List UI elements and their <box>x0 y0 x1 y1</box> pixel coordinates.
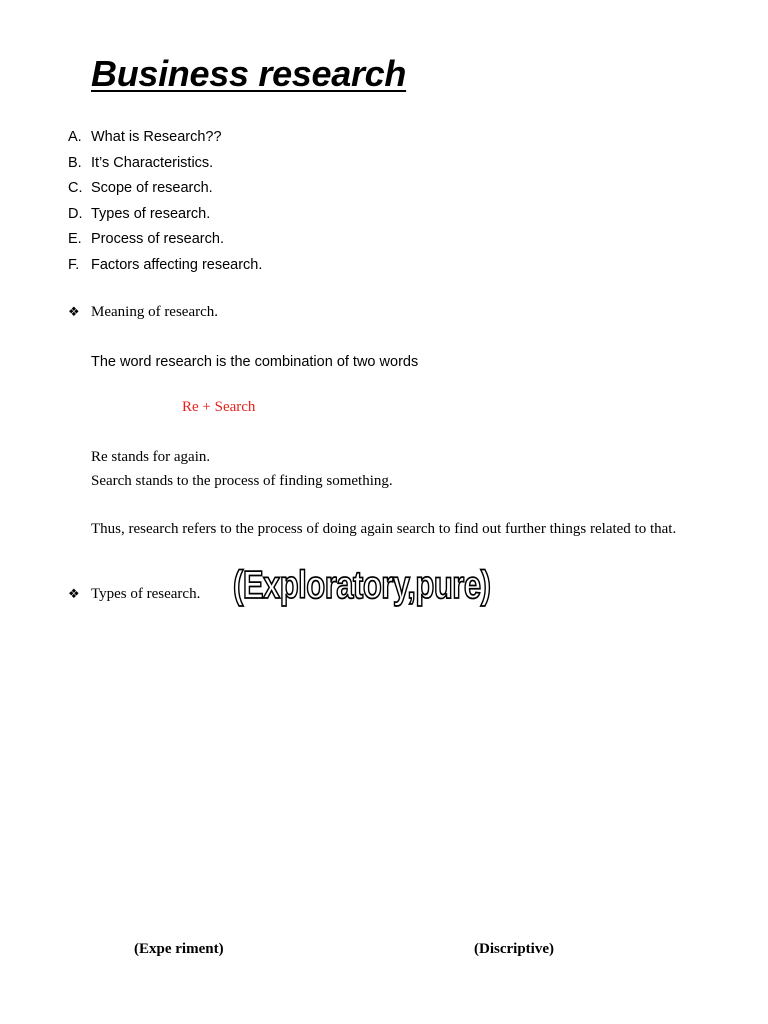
outline-text: Factors affecting research. <box>91 256 263 273</box>
outline-text: Types of research. <box>91 205 211 222</box>
outline-letter: B. <box>68 154 82 171</box>
experiment-label: (Expe riment) <box>134 941 224 957</box>
outline-text: Scope of research. <box>91 180 213 197</box>
diamond-bullet-icon: ❖ <box>68 587 80 602</box>
outline-item <box>68 253 262 279</box>
outline-item <box>68 125 262 151</box>
types-heading-text: Types of research. <box>91 586 201 602</box>
diamond-bullet-icon: ❖ <box>68 305 80 320</box>
outline-item <box>68 176 262 202</box>
combination-paragraph: The word research is the combination of two words <box>91 354 419 370</box>
outline-item <box>68 151 262 177</box>
conclusion-paragraph: Thus, research refers to the process of doing again search to find out further things related to that. <box>91 521 677 537</box>
outline-letter: A. <box>68 129 82 145</box>
meaning-heading <box>68 304 218 321</box>
outline-text: It’s Characteristics. <box>91 154 214 171</box>
outline-text: What is Research?? <box>91 129 222 145</box>
outline-text: Process of research. <box>91 231 224 248</box>
meaning-heading-text: Meaning of research. <box>91 304 219 320</box>
outline-letter: F. <box>68 256 80 273</box>
re-definition: Re stands for again. <box>91 449 211 465</box>
outline-item <box>68 227 262 253</box>
types-heading <box>68 586 200 603</box>
outline-letter: E. <box>68 231 82 248</box>
descriptive-label: (Discriptive) <box>474 941 554 957</box>
formula-text: Re + Search <box>182 399 256 415</box>
topic-outline-list <box>68 125 262 279</box>
page-title: Business research <box>91 53 407 94</box>
search-definition: Search stands to the process of finding something. <box>91 473 393 489</box>
outline-letter: C. <box>68 180 83 197</box>
outline-letter: D. <box>68 205 83 222</box>
outline-item <box>68 202 262 228</box>
exploratory-label: (Exploratory,pure) <box>233 563 491 607</box>
